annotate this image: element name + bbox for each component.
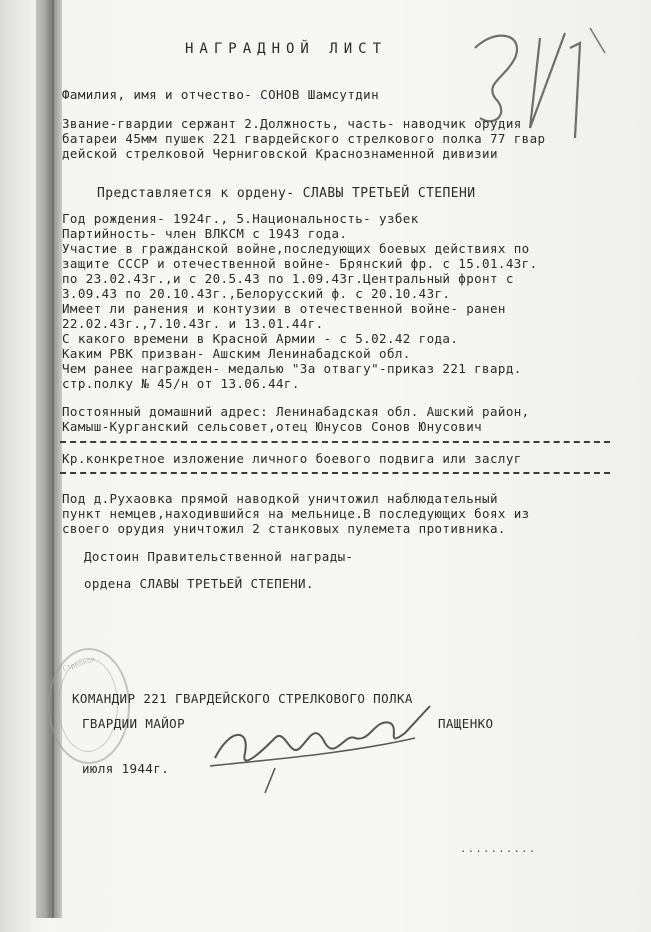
signature-date: июля 1944г. <box>82 761 170 776</box>
official-stamp <box>48 648 130 764</box>
field-army-since: С какого времени в Красной Армии - с 5.02.42 года. <box>62 331 459 346</box>
stamp-text: Стрелков <box>61 654 97 674</box>
page-edge-shadow <box>0 0 30 932</box>
separator-bottom <box>60 472 610 474</box>
handwritten-signature <box>205 688 455 798</box>
separator-top <box>60 441 610 443</box>
field-combat-line1: Участие в гражданской войне,последующих боевых действиях по <box>62 241 530 256</box>
field-prior-awards-line1: Чем ранее награжден- медалью "За отвагу"-приказ 221 гвард. <box>62 361 522 376</box>
binding-line <box>52 0 54 918</box>
commander-rank: ГВАРДИИ МАЙОР <box>82 716 186 731</box>
feat-line-2: пункт немцев,находившийся на мельнице.В последующих боях из <box>62 506 530 521</box>
trailing-dots: .......... <box>460 842 537 855</box>
field-party: Партийность- член ВЛКСМ с 1943 года. <box>62 226 348 241</box>
field-address-line2: Камыш-Курганский сельсовет,отец Юнусов Сонов Юнусович <box>62 419 483 434</box>
commander-title: КОМАНДИР 221 ГВАРДЕЙСКОГО СТРЕЛКОВОГО ПОЛКА <box>72 691 413 706</box>
field-prior-awards-line2: стр.полку № 45/н от 13.06.44г. <box>62 376 300 391</box>
field-name: Фамилия, имя и отчество- СОНОВ Шамсутдин <box>62 87 380 102</box>
feat-line-3: своего орудия уничтожил 2 станковых пулемета противника. <box>62 521 506 536</box>
field-rank-position: Звание-гвардии сержант 2.Должность, часть- наводчик орудия <box>62 116 522 131</box>
field-combat-line3: по 23.02.43г.,и с 20.5.43 по 1.09.43г.Центральный фронт с <box>62 271 514 286</box>
field-combat-line4: 3.09.43 по 20.10.43г.,Белорусский ф. с 20.10.43г. <box>62 286 451 301</box>
field-unit-line1: батареи 45мм пушек 221 гвардейского стрелкового полка 77 гвар <box>62 131 546 146</box>
binding-strip <box>36 0 62 918</box>
field-unit-line2: дейской стрелковой Черниговской Краснознаменной дивизии <box>62 146 498 161</box>
conclusion-line-2: ордена СЛАВЫ ТРЕТЬЕЙ СТЕПЕНИ. <box>84 576 314 591</box>
field-wounds-line1: Имеет ли ранения и контузии в отечественной войне- ранен <box>62 301 506 316</box>
commander-surname: ПАЩЕНКО <box>438 716 494 731</box>
field-combat-line2: защите СССР и отечественной войне- Брянский фр. с 15.01.43г. <box>62 256 538 271</box>
field-address-line1: Постоянный домашний адрес: Ленинабадская обл. Ашский район, <box>62 404 530 419</box>
document-title: НАГРАДНОЙ ЛИСТ <box>185 41 388 57</box>
field-birth-nationality: Год рождения- 1924г., 5.Национальность- узбек <box>62 211 419 226</box>
feat-line-1: Под д.Рухаовка прямой наводкой уничтожил наблюдательный <box>62 491 498 506</box>
section-heading: Кр.конкретное изложение личного боевого подвига или заслуг <box>62 451 522 466</box>
conclusion-line-1: Достоин Правительственной награды- <box>84 549 354 564</box>
field-conscription: Каким РВК призван- Ашским Ленинабадской обл. <box>62 346 411 361</box>
field-wounds-line2: 22.02.43г.,7.10.43г. и 13.01.44г. <box>62 316 324 331</box>
nomination-line: Представляется к ордену- СЛАВЫ ТРЕТЬЕЙ СТЕПЕНИ <box>97 186 476 201</box>
